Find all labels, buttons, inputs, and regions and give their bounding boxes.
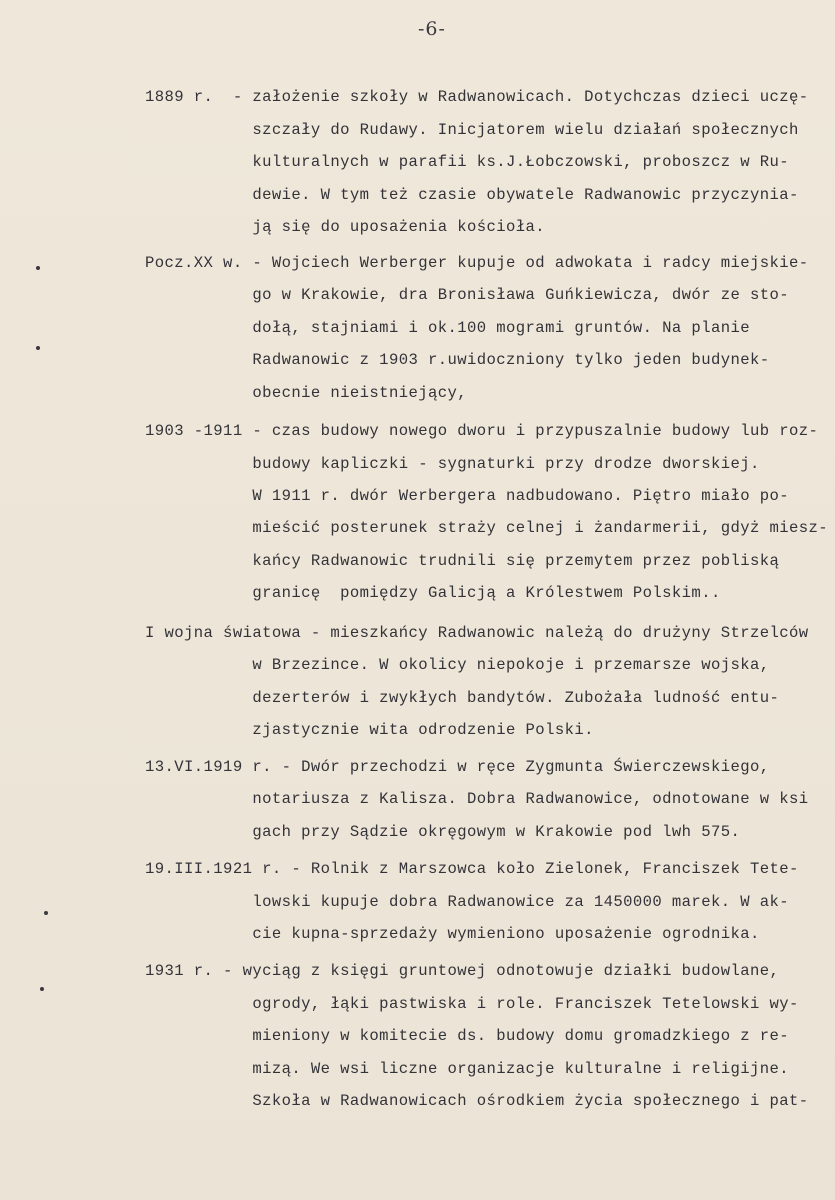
text-line: 19.III.1921 r. - Rolnik z Marszowca koło Zielonek, Franciszek Tete-	[145, 860, 799, 878]
text-line: gach przy Sądzie okręgowym w Krakowie pod lwh 575.	[145, 823, 741, 841]
text-line: 1931 r. - wyciąg z księgi gruntowej odnotowuje działki budowlane,	[145, 962, 780, 980]
margin-mark	[36, 346, 40, 350]
text-line: obecnie nieistniejący,	[145, 384, 468, 402]
text-line: lowski kupuje dobra Radwanowice za 1450000 marek. W ak-	[145, 893, 790, 911]
margin-mark	[44, 911, 48, 915]
text-line: w Brzezince. W okolicy niepokoje i przemarsze wojska,	[145, 656, 770, 674]
text-line: mieścić posterunek straży celnej i żandarmerii, gdyż miesz-	[145, 519, 829, 537]
text-line: W 1911 r. dwór Werbergera nadbudowano. Piętro miało po-	[145, 487, 790, 505]
text-line: kańcy Radwanowic trudnili się przemytem przez pobliską	[145, 552, 780, 570]
text-line: cie kupna-sprzedaży wymieniono uposażenie ogrodnika.	[145, 925, 760, 943]
text-line: dezerterów i zwykłych bandytów. Zubożała ludność entu-	[145, 689, 780, 707]
text-line: szczały do Rudawy. Inicjatorem wielu działań społecznych	[145, 121, 799, 139]
text-line: budowy kapliczki - sygnaturki przy drodze dworskiej.	[145, 455, 760, 473]
text-line: Radwanowic z 1903 r.uwidoczniony tylko jeden budynek-	[145, 351, 770, 369]
text-line: Szkoła w Radwanowicach ośrodkiem życia społecznego i pat-	[145, 1092, 809, 1110]
text-line: I wojna światowa - mieszkańcy Radwanowic należą do drużyny Strzelców	[145, 624, 809, 642]
text-line: ogrody, łąki pastwiska i role. Franciszek Tetelowski wy-	[145, 995, 799, 1013]
page-number: -6-	[418, 18, 446, 40]
text-line: 1903 -1911 - czas budowy nowego dworu i przypuszalnie budowy lub roz-	[145, 422, 819, 440]
text-line: 1889 r. - założenie szkoły w Radwanowicach. Dotychczas dzieci uczę-	[145, 88, 809, 106]
text-line: mizą. We wsi liczne organizacje kulturalne i religijne.	[145, 1060, 790, 1078]
margin-mark	[36, 266, 40, 270]
text-line: dołą, stajniami i ok.100 mogrami gruntów. Na planie	[145, 319, 750, 337]
text-line: zjastycznie wita odrodzenie Polski.	[145, 721, 594, 739]
text-line: granicę pomiędzy Galicją a Królestwem Polskim..	[145, 584, 721, 602]
text-line: ją się do uposażenia kościoła.	[145, 218, 546, 236]
text-line: Pocz.XX w. - Wojciech Werberger kupuje od adwokata i radcy miejskie-	[145, 254, 809, 272]
text-line: notariusza z Kalisza. Dobra Radwanowice, odnotowane w ksi	[145, 790, 809, 808]
text-line: kulturalnych w parafii ks.J.Łobczowski, proboszcz w Ru-	[145, 153, 790, 171]
text-line: 13.VI.1919 r. - Dwór przechodzi w ręce Zygmunta Świerczewskiego,	[145, 758, 770, 776]
text-line: mieniony w komitecie ds. budowy domu gromadzkiego z re-	[145, 1027, 790, 1045]
margin-mark	[40, 987, 44, 991]
text-line: go w Krakowie, dra Bronisława Guńkiewicza, dwór ze sto-	[145, 286, 790, 304]
text-line: dewie. W tym też czasie obywatele Radwanowic przyczynia-	[145, 186, 799, 204]
